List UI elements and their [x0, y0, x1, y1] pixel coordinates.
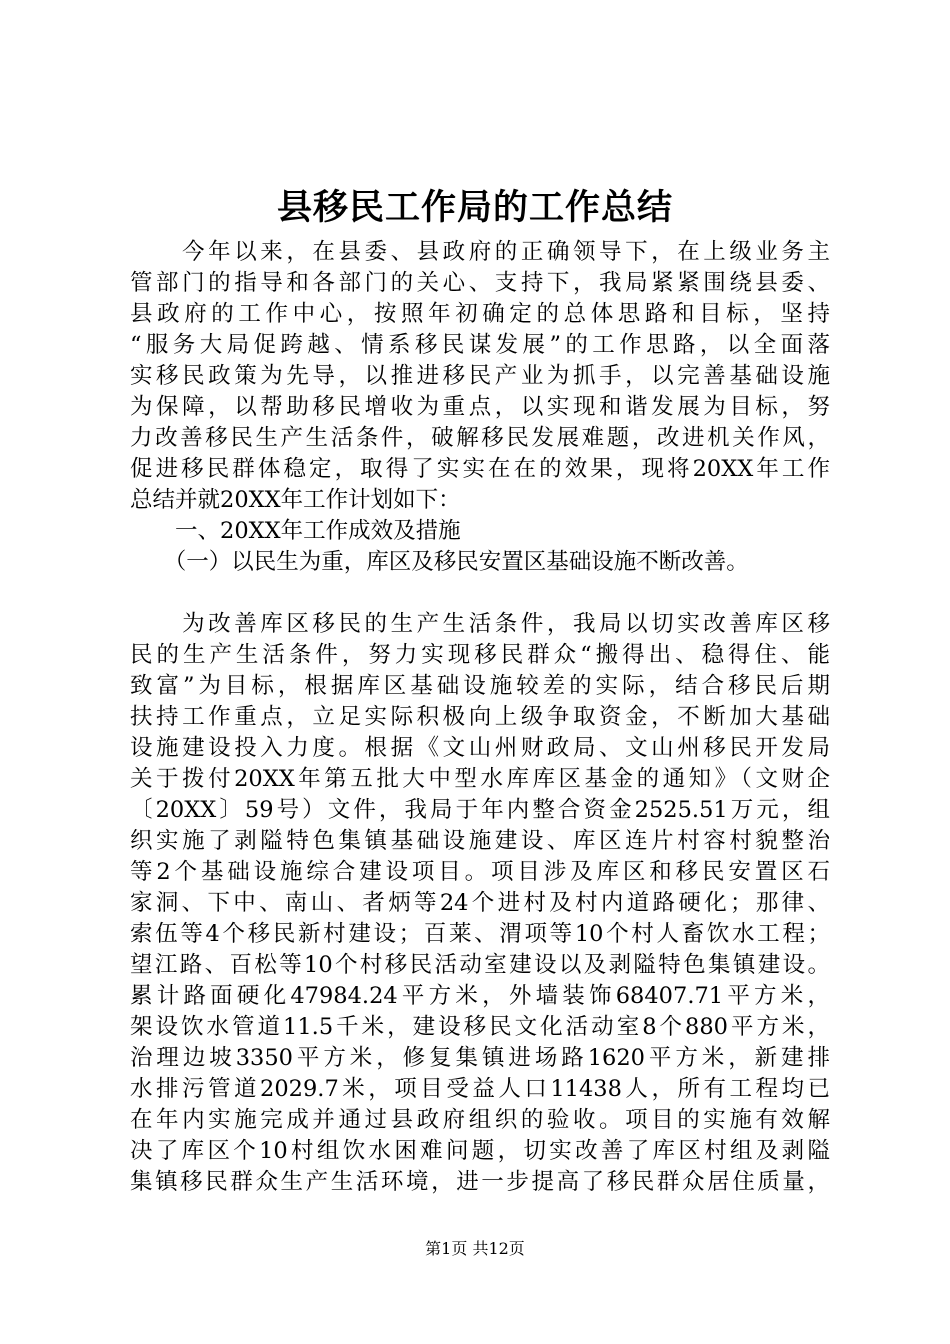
- paragraph-line: 〔20XX〕59号）文件，我局于年内整合资金2525.51万元，组: [130, 797, 830, 823]
- paragraph-line: 致富”为目标，根据库区基础设施较差的实际，结合移民后期: [130, 673, 830, 699]
- paragraph-line: 力改善移民生产生活条件，破解移民发展难题，改进机关作风，: [130, 425, 830, 451]
- document-title: 县移民工作局的工作总结: [276, 187, 673, 228]
- paragraph-line: 家洞、下中、南山、者炳等24个进村及村内道路硬化；那律、: [130, 890, 830, 916]
- paragraph-line: 管部门的指导和各部门的关心、支持下，我局紧紧围绕县委、: [130, 270, 830, 296]
- paragraph-line: 决了库区个10村组饮水困难问题，切实改善了库区村组及剥隘: [130, 1138, 830, 1164]
- paragraph-line: 水排污管道2029.7米，项目受益人口11438人，所有工程均已: [130, 1076, 830, 1102]
- paragraph-line: 架设饮水管道11.5千米，建设移民文化活动室8个880平方米，: [130, 1014, 830, 1040]
- paragraph-line: 等2个基础设施综合建设项目。项目涉及库区和移民安置区石: [130, 859, 830, 885]
- paragraph-line: 为保障，以帮助移民增收为重点，以实现和谐发展为目标，努: [130, 394, 830, 420]
- paragraph-line: 为改善库区移民的生产生活条件，我局以切实改善库区移: [130, 611, 830, 637]
- paragraph-line: 治理边坡3350平方米，修复集镇进场路1620平方米，新建排: [130, 1045, 830, 1071]
- paragraph-line: 累计路面硬化47984.24平方米，外墙装饰68407.71平方米，: [130, 983, 830, 1009]
- paragraph-line: 集镇移民群众生产生活环境，进一步提高了移民群众居住质量，: [130, 1169, 830, 1195]
- paragraph-line: 县政府的工作中心，按照年初确定的总体思路和目标，坚持: [130, 301, 830, 327]
- document-body: [130, 237, 830, 1198]
- paragraph-line: 扶持工作重点，立足实际积极向上级争取资金，不断加大基础: [130, 704, 830, 730]
- section-heading: 一、20XX年工作成效及措施: [130, 518, 461, 544]
- paragraph-line: 望江路、百松等10个村移民活动室建设以及剥隘特色集镇建设。: [130, 952, 830, 978]
- blank-line: [130, 578, 830, 609]
- paragraph-line: 在年内实施完成并通过县政府组织的验收。项目的实施有效解: [130, 1107, 830, 1133]
- paragraph-line: 今年以来，在县委、县政府的正确领导下，在上级业务主: [130, 239, 830, 265]
- paragraph-line: 促进移民群体稳定，取得了实实在在的效果，现将20XX年工作: [130, 456, 830, 482]
- paragraph-line: 织实施了剥隘特色集镇基础设施建设、库区连片村容村貌整治: [130, 828, 830, 854]
- paragraph-intro: [130, 237, 830, 516]
- subsection-heading: （一）以民生为重，库区及移民安置区基础设施不断改善。: [130, 549, 749, 575]
- paragraph-line: “服务大局促跨越、情系移民谋发展”的工作思路，以全面落: [130, 332, 830, 358]
- paragraph-line: 总结并就20XX年工作计划如下：: [130, 487, 461, 513]
- paragraph-line: 索伍等4个移民新村建设；百莱、渭项等10个村人畜饮水工程；: [130, 921, 830, 947]
- paragraph-line: 设施建设投入力度。根据《文山州财政局、文山州移民开发局: [130, 735, 830, 761]
- paragraph-line: 实移民政策为先导，以推进移民产业为抓手，以完善基础设施: [130, 363, 830, 389]
- page-footer: 第1页 共12页: [425, 1239, 525, 1258]
- paragraph-line: 民的生产生活条件，努力实现移民群众“搬得出、稳得住、能: [130, 642, 830, 668]
- paragraph-line: 关于拨付20XX年第五批大中型水库库区基金的通知》（文财企: [130, 766, 830, 792]
- paragraph-infrastructure: [130, 609, 830, 1198]
